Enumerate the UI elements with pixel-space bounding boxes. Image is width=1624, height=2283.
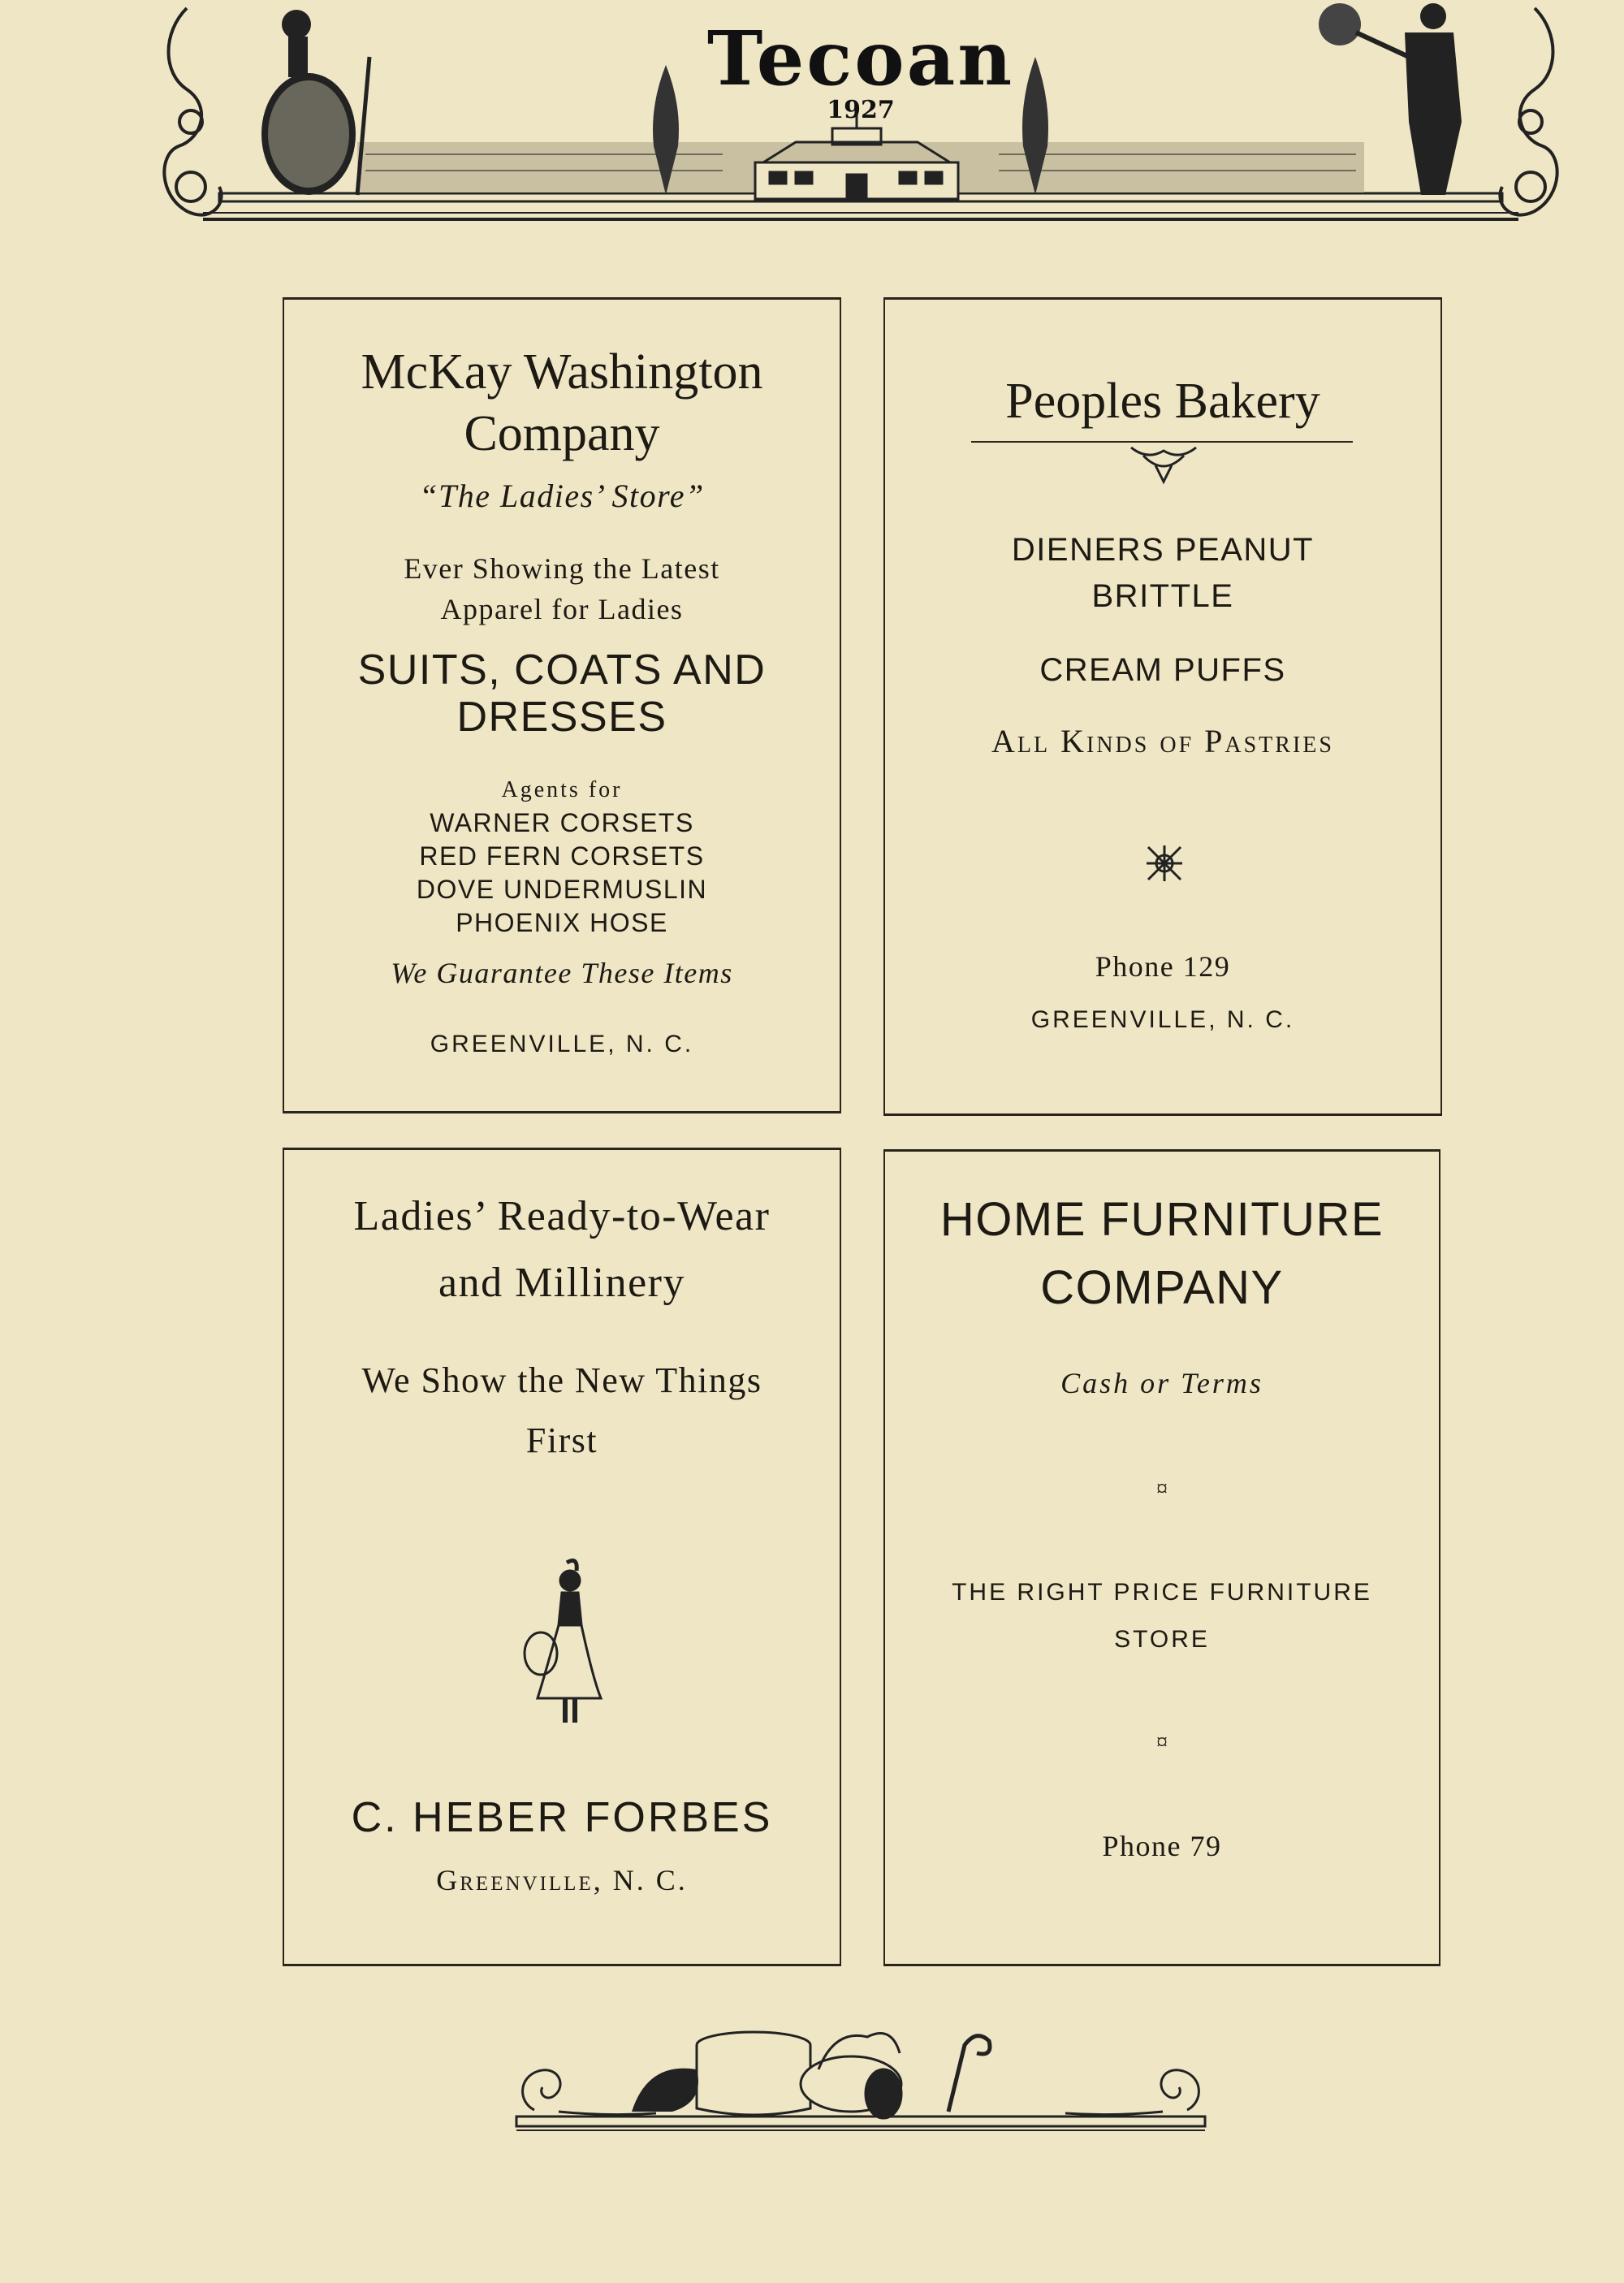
ad-title-line1: HOME FURNITURE [939, 1193, 1384, 1246]
ad-item-line1: DIENERS PEANUT [1011, 532, 1315, 568]
ad-mckay-washington [283, 297, 841, 1113]
ad-title-line2: COMPANY [1040, 1261, 1284, 1314]
ad-title-line2: Company [464, 406, 660, 461]
ad-headline-line1: SUITS, COATS AND [357, 646, 767, 694]
yearbook-year: 1927 [827, 96, 895, 124]
ad-tagline-line1: We Show the New Things [361, 1360, 762, 1400]
ad-home-furniture [883, 1149, 1440, 1966]
floral-ornament-icon [1145, 844, 1184, 883]
ad-description-line1: THE RIGHT PRICE FURNITURE [952, 1579, 1372, 1606]
ad-tagline: Cash or Terms [1060, 1367, 1263, 1399]
ad-agents-label: Agents for [501, 777, 623, 802]
yearbook-title: Tecoan [706, 15, 1015, 102]
ad-headline-line1: Ladies’ Ready-to-Wear [353, 1193, 771, 1239]
ad-location: GREENVILLE, N. C. [430, 1031, 694, 1057]
ad-tagline-line2: Apparel for Ladies [440, 593, 684, 625]
footer-ornament [510, 2021, 1212, 2142]
ad-tagline-line2: First [525, 1420, 598, 1460]
ad-peoples-bakery [883, 297, 1442, 1116]
ad-business-name: C. HEBER FORBES [351, 1794, 773, 1841]
ad-location: GREENVILLE, N. C. [1030, 1006, 1295, 1033]
ad-title-line1: McKay Washington [361, 344, 763, 400]
header-banner [154, 0, 1567, 231]
ad-title: Peoples Bakery [1005, 374, 1320, 429]
ad-headline-line2: DRESSES [456, 694, 667, 741]
separator-ornament-icon: ¤ [1156, 1477, 1168, 1502]
lady-with-hatbox-illustration [520, 1556, 609, 1727]
ad-phone: Phone 129 [1095, 950, 1231, 983]
ad-slogan: “The Ladies’ Store” [419, 478, 705, 514]
ad-agent-item: PHOENIX HOSE [456, 908, 668, 937]
ad-item-pastries: All Kinds of Pastries [991, 723, 1334, 759]
hat-shop-footer-illustration [510, 2021, 1212, 2142]
ad-agent-item: WARNER CORSETS [430, 808, 694, 837]
ad-agent-item: DOVE UNDERMUSLIN [416, 875, 708, 904]
feathered-hat-illustration [801, 2034, 901, 2119]
ad-headline-line2: and Millinery [438, 1260, 685, 1306]
flourish-ornament-icon [1127, 444, 1200, 485]
separator-ornament-icon: ¤ [1156, 1730, 1168, 1755]
hatbox-illustration [697, 2032, 810, 2115]
ad-agent-item: RED FERN CORSETS [419, 841, 705, 871]
ad-heber-forbes [283, 1148, 841, 1966]
ad-item-line2: BRITTLE [1091, 578, 1234, 614]
ad-phone: Phone 79 [1102, 1830, 1222, 1862]
ad-description-line2: STORE [1114, 1626, 1210, 1653]
umbrella-handle-illustration [948, 2036, 990, 2112]
ad-tagline-line1: Ever Showing the Latest [404, 552, 720, 585]
title-underline [971, 441, 1353, 443]
ad-guarantee: We Guarantee These Items [391, 957, 733, 989]
ad-location: Greenville, N. C. [436, 1864, 688, 1896]
ad-item-cream-puffs: CREAM PUFFS [1039, 652, 1286, 688]
bonnet-illustration [632, 2069, 698, 2112]
